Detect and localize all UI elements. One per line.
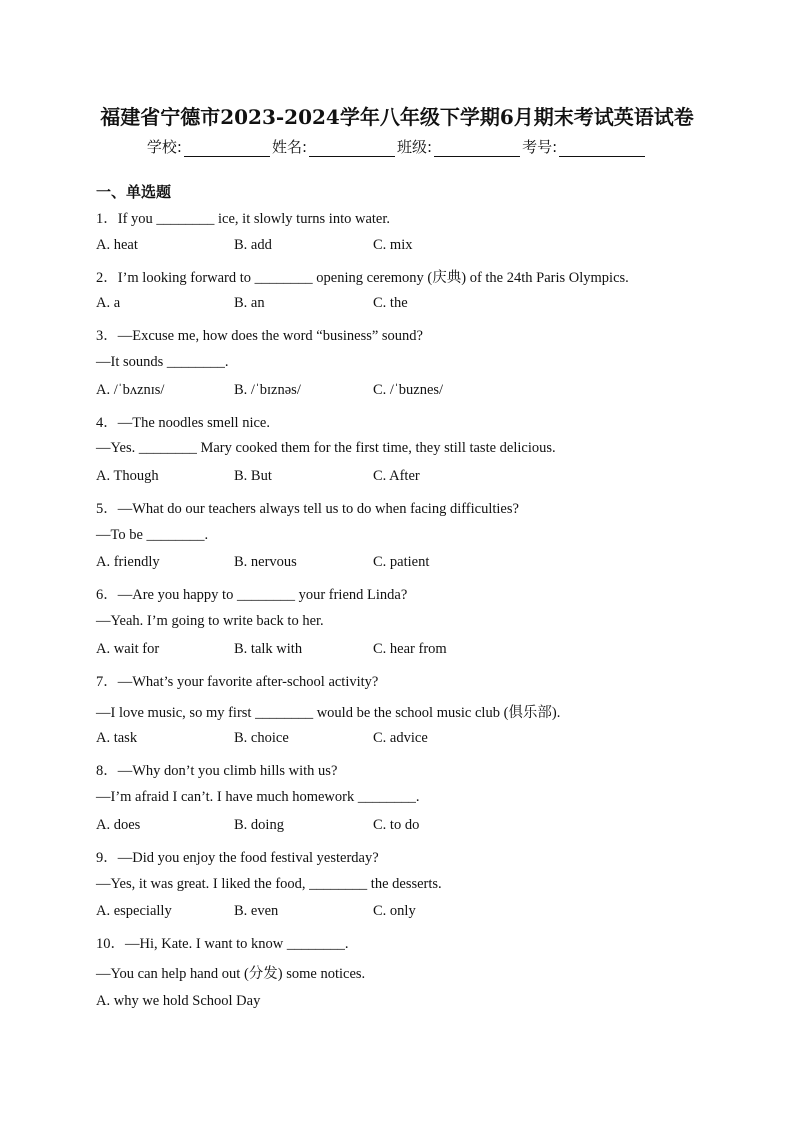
question-stem: 2．I’m looking forward to ________ opening ceremony (庆典) of the 24th Paris Olympics. — [96, 270, 629, 286]
name-blank[interactable] — [309, 140, 395, 157]
option-c: C. mix — [373, 237, 413, 253]
option-c: C. /ˈbuznes/ — [373, 382, 444, 398]
question-stem: 5．—What do our teachers always tell us to do when facing difficulties? — [96, 501, 519, 517]
question-stem: 10．—Hi, Kate. I want to know ________. — [96, 936, 349, 952]
question-reply: —You can help hand out (分发) some notices. — [96, 966, 366, 982]
option-a: A. task — [96, 730, 138, 746]
question-stem: 8．—Why don’t you climb hills with us? — [96, 763, 338, 779]
question-reply: —Yes, it was great. I liked the food, ________ the desserts. — [96, 876, 442, 892]
question-stem: 7．—What’s your favorite after-school activity? — [96, 674, 379, 690]
school-field — [147, 136, 272, 157]
section-heading: 一、单选题 — [96, 183, 172, 201]
option-b: B. talk with — [234, 641, 303, 657]
class-label: 班级: — [397, 138, 433, 156]
option-b: B. an — [234, 295, 265, 311]
option-a: A. Though — [96, 468, 159, 484]
option-a: A. wait for — [96, 641, 160, 657]
question-stem: 3．—Excuse me, how does the word “business” sound? — [96, 328, 423, 344]
number-blank[interactable] — [559, 140, 645, 157]
number-field — [522, 136, 647, 157]
option-c: C. the — [373, 295, 408, 311]
class-blank[interactable] — [434, 140, 520, 157]
question-stem: 6．—Are you happy to ________ your friend Linda? — [96, 587, 408, 603]
class-field — [397, 136, 522, 157]
number-label: 考号: — [522, 138, 558, 156]
student-info-row — [0, 136, 794, 157]
name-field — [272, 136, 397, 157]
option-a: A. heat — [96, 237, 138, 253]
option-c: C. to do — [373, 817, 420, 833]
option-a: A. friendly — [96, 554, 160, 570]
option-c: C. patient — [373, 554, 430, 570]
option-a: A. especially — [96, 903, 172, 919]
option-c: C. After — [373, 468, 420, 484]
option-a: A. a — [96, 295, 121, 311]
option-c: C. advice — [373, 730, 428, 746]
option-c: C. hear from — [373, 641, 447, 657]
option-b: B. nervous — [234, 554, 297, 570]
option-b: B. But — [234, 468, 272, 484]
option-b: B. even — [234, 903, 279, 919]
option-a: A. does — [96, 817, 141, 833]
option-b: B. add — [234, 237, 272, 253]
question-reply: —I’m afraid I can’t. I have much homework ________. — [96, 789, 420, 805]
question-reply: —To be ________. — [96, 527, 209, 543]
option-b: B. doing — [234, 817, 284, 833]
question-reply: —Yeah. I’m going to write back to her. — [96, 613, 324, 629]
name-label: 姓名: — [271, 138, 307, 156]
option-a: A. /ˈbʌznɪs/ — [96, 382, 165, 398]
question-stem: 9．—Did you enjoy the food festival yesterday? — [96, 850, 379, 866]
question-reply: —I love music, so my first ________ would be the school music club (俱乐部). — [96, 705, 561, 721]
question-reply: —Yes. ________ Mary cooked them for the first time, they still taste delicious. — [96, 440, 556, 456]
option-b: B. /ˈbɪznəs/ — [234, 382, 301, 398]
exam-title: 福建省宁德市2023-2024学年八年级下学期6月期末考试英语试卷 — [100, 105, 694, 129]
question-stem: 1．If you ________ ice, it slowly turns into water. — [96, 211, 390, 227]
school-label: 学校: — [146, 138, 182, 156]
question-reply: —It sounds ________. — [96, 354, 229, 370]
option-b: B. choice — [234, 730, 289, 746]
option-a: A. why we hold School Day — [96, 993, 261, 1009]
question-stem: 4．—The noodles smell nice. — [96, 415, 270, 431]
option-c: C. only — [373, 903, 416, 919]
school-blank[interactable] — [184, 140, 270, 157]
